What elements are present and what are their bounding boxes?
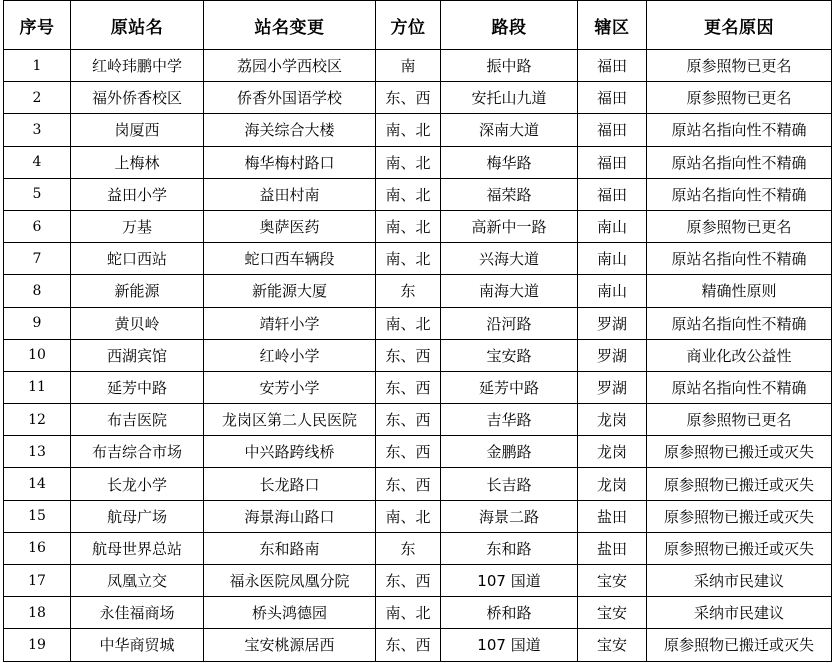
header-district: 辖区 (578, 1, 647, 50)
cell-district: 南山 (578, 243, 647, 275)
cell-road: 深南大道 (441, 114, 578, 146)
cell-district: 龙岗 (578, 404, 647, 436)
header-reason: 更名原因 (647, 1, 832, 50)
cell-district: 南山 (578, 275, 647, 307)
cell-original-name: 中华商贸城 (71, 629, 204, 661)
cell-reason: 原参照物已更名 (647, 82, 832, 114)
cell-direction: 南、北 (376, 243, 441, 275)
cell-new-name: 安芳小学 (204, 371, 376, 403)
cell-no: 11 (4, 371, 71, 403)
cell-direction: 东、西 (376, 565, 441, 597)
cell-new-name: 红岭小学 (204, 339, 376, 371)
cell-reason: 原参照物已搬迁或灭失 (647, 532, 832, 564)
cell-no: 2 (4, 82, 71, 114)
cell-no: 12 (4, 404, 71, 436)
cell-direction: 南、北 (376, 597, 441, 629)
cell-new-name: 海景海山路口 (204, 500, 376, 532)
cell-reason: 原站名指向性不精确 (647, 178, 832, 210)
cell-direction: 东、西 (376, 339, 441, 371)
cell-no: 17 (4, 565, 71, 597)
table-row (4, 275, 832, 307)
cell-district: 宝安 (578, 629, 647, 661)
cell-direction: 南、北 (376, 210, 441, 242)
cell-district: 龙岗 (578, 468, 647, 500)
cell-new-name: 新能源大厦 (204, 275, 376, 307)
cell-new-name: 靖轩小学 (204, 307, 376, 339)
header-direction: 方位 (376, 1, 441, 50)
cell-reason: 原站名指向性不精确 (647, 243, 832, 275)
station-rename-table (3, 0, 832, 662)
cell-reason: 原站名指向性不精确 (647, 146, 832, 178)
cell-road: 金鹏路 (441, 436, 578, 468)
cell-no: 5 (4, 178, 71, 210)
table-row (4, 82, 832, 114)
cell-original-name: 岗厦西 (71, 114, 204, 146)
cell-new-name: 海关综合大楼 (204, 114, 376, 146)
cell-district: 福田 (578, 146, 647, 178)
table-row (4, 565, 832, 597)
cell-district: 罗湖 (578, 339, 647, 371)
table-row (4, 114, 832, 146)
cell-reason: 原站名指向性不精确 (647, 371, 832, 403)
cell-reason: 原参照物已搬迁或灭失 (647, 468, 832, 500)
cell-new-name: 东和路南 (204, 532, 376, 564)
cell-no: 9 (4, 307, 71, 339)
cell-no: 1 (4, 50, 71, 82)
header-new-name: 站名变更 (204, 1, 376, 50)
cell-road: 南海大道 (441, 275, 578, 307)
cell-original-name: 航母世界总站 (71, 532, 204, 564)
cell-original-name: 红岭玮鹏中学 (71, 50, 204, 82)
cell-road: 桥和路 (441, 597, 578, 629)
cell-original-name: 蛇口西站 (71, 243, 204, 275)
table-row (4, 178, 832, 210)
cell-no: 4 (4, 146, 71, 178)
cell-direction: 南、北 (376, 114, 441, 146)
cell-reason: 原参照物已搬迁或灭失 (647, 436, 832, 468)
table-row (4, 307, 832, 339)
cell-reason: 原参照物已更名 (647, 210, 832, 242)
table-row (4, 597, 832, 629)
table-row (4, 243, 832, 275)
cell-district: 宝安 (578, 565, 647, 597)
cell-new-name: 梅华梅村路口 (204, 146, 376, 178)
cell-original-name: 布吉医院 (71, 404, 204, 436)
table-row (4, 339, 832, 371)
cell-reason: 原站名指向性不精确 (647, 114, 832, 146)
cell-reason: 原参照物已搬迁或灭失 (647, 500, 832, 532)
cell-original-name: 航母广场 (71, 500, 204, 532)
cell-original-name: 西湖宾馆 (71, 339, 204, 371)
cell-no: 8 (4, 275, 71, 307)
cell-reason: 采纳市民建议 (647, 597, 832, 629)
cell-new-name: 奥萨医药 (204, 210, 376, 242)
cell-reason: 原参照物已更名 (647, 50, 832, 82)
cell-no: 13 (4, 436, 71, 468)
cell-road: 长吉路 (441, 468, 578, 500)
cell-road: 海景二路 (441, 500, 578, 532)
cell-new-name: 长龙路口 (204, 468, 376, 500)
cell-road: 沿河路 (441, 307, 578, 339)
cell-road: 107 国道 (441, 565, 578, 597)
cell-district: 福田 (578, 114, 647, 146)
cell-road: 东和路 (441, 532, 578, 564)
cell-no: 10 (4, 339, 71, 371)
cell-direction: 南、北 (376, 307, 441, 339)
table-row (4, 532, 832, 564)
cell-original-name: 长龙小学 (71, 468, 204, 500)
cell-reason: 精确性原则 (647, 275, 832, 307)
cell-direction: 南、北 (376, 500, 441, 532)
table-row (4, 50, 832, 82)
cell-reason: 商业化改公益性 (647, 339, 832, 371)
cell-direction: 东 (376, 275, 441, 307)
cell-road: 延芳中路 (441, 371, 578, 403)
cell-original-name: 凤凰立交 (71, 565, 204, 597)
cell-no: 6 (4, 210, 71, 242)
cell-original-name: 上梅林 (71, 146, 204, 178)
cell-new-name: 荔园小学西校区 (204, 50, 376, 82)
header-original-name: 原站名 (71, 1, 204, 50)
cell-reason: 原参照物已更名 (647, 404, 832, 436)
table-body (4, 50, 832, 662)
cell-original-name: 益田小学 (71, 178, 204, 210)
cell-original-name: 万基 (71, 210, 204, 242)
cell-district: 福田 (578, 178, 647, 210)
table-row (4, 371, 832, 403)
cell-no: 16 (4, 532, 71, 564)
cell-original-name: 黄贝岭 (71, 307, 204, 339)
cell-road: 兴海大道 (441, 243, 578, 275)
cell-new-name: 侨香外国语学校 (204, 82, 376, 114)
table-row (4, 404, 832, 436)
cell-no: 7 (4, 243, 71, 275)
cell-district: 罗湖 (578, 371, 647, 403)
cell-no: 3 (4, 114, 71, 146)
cell-original-name: 延芳中路 (71, 371, 204, 403)
cell-direction: 东、西 (376, 404, 441, 436)
cell-direction: 东、西 (376, 82, 441, 114)
cell-reason: 原参照物已搬迁或灭失 (647, 629, 832, 661)
cell-district: 盐田 (578, 500, 647, 532)
cell-new-name: 福永医院凤凰分院 (204, 565, 376, 597)
cell-direction: 东 (376, 532, 441, 564)
table-row (4, 500, 832, 532)
table-row (4, 629, 832, 661)
cell-district: 罗湖 (578, 307, 647, 339)
cell-original-name: 福外侨香校区 (71, 82, 204, 114)
cell-district: 南山 (578, 210, 647, 242)
cell-district: 福田 (578, 82, 647, 114)
cell-district: 福田 (578, 50, 647, 82)
cell-district: 盐田 (578, 532, 647, 564)
cell-direction: 南 (376, 50, 441, 82)
header-road: 路段 (441, 1, 578, 50)
table-row (4, 146, 832, 178)
cell-new-name: 益田村南 (204, 178, 376, 210)
cell-district: 宝安 (578, 597, 647, 629)
cell-no: 15 (4, 500, 71, 532)
cell-no: 19 (4, 629, 71, 661)
cell-new-name: 中兴路跨线桥 (204, 436, 376, 468)
cell-reason: 采纳市民建议 (647, 565, 832, 597)
table-row (4, 436, 832, 468)
table-row (4, 468, 832, 500)
cell-district: 龙岗 (578, 436, 647, 468)
cell-road: 福荣路 (441, 178, 578, 210)
cell-original-name: 新能源 (71, 275, 204, 307)
cell-direction: 南、北 (376, 178, 441, 210)
cell-no: 18 (4, 597, 71, 629)
cell-no: 14 (4, 468, 71, 500)
cell-original-name: 永佳福商场 (71, 597, 204, 629)
cell-direction: 东、西 (376, 629, 441, 661)
cell-new-name: 蛇口西车辆段 (204, 243, 376, 275)
cell-road: 宝安路 (441, 339, 578, 371)
table-header-row (4, 1, 832, 50)
cell-road: 振中路 (441, 50, 578, 82)
header-no: 序号 (4, 1, 71, 50)
cell-direction: 南、北 (376, 146, 441, 178)
cell-road: 梅华路 (441, 146, 578, 178)
cell-original-name: 布吉综合市场 (71, 436, 204, 468)
cell-road: 吉华路 (441, 404, 578, 436)
cell-new-name: 宝安桃源居西 (204, 629, 376, 661)
cell-direction: 东、西 (376, 371, 441, 403)
table-row (4, 210, 832, 242)
cell-road: 107 国道 (441, 629, 578, 661)
cell-direction: 东、西 (376, 436, 441, 468)
cell-reason: 原站名指向性不精确 (647, 307, 832, 339)
cell-road: 高新中一路 (441, 210, 578, 242)
cell-direction: 东、西 (376, 468, 441, 500)
cell-road: 安托山九道 (441, 82, 578, 114)
cell-new-name: 桥头鸿德园 (204, 597, 376, 629)
cell-new-name: 龙岗区第二人民医院 (204, 404, 376, 436)
